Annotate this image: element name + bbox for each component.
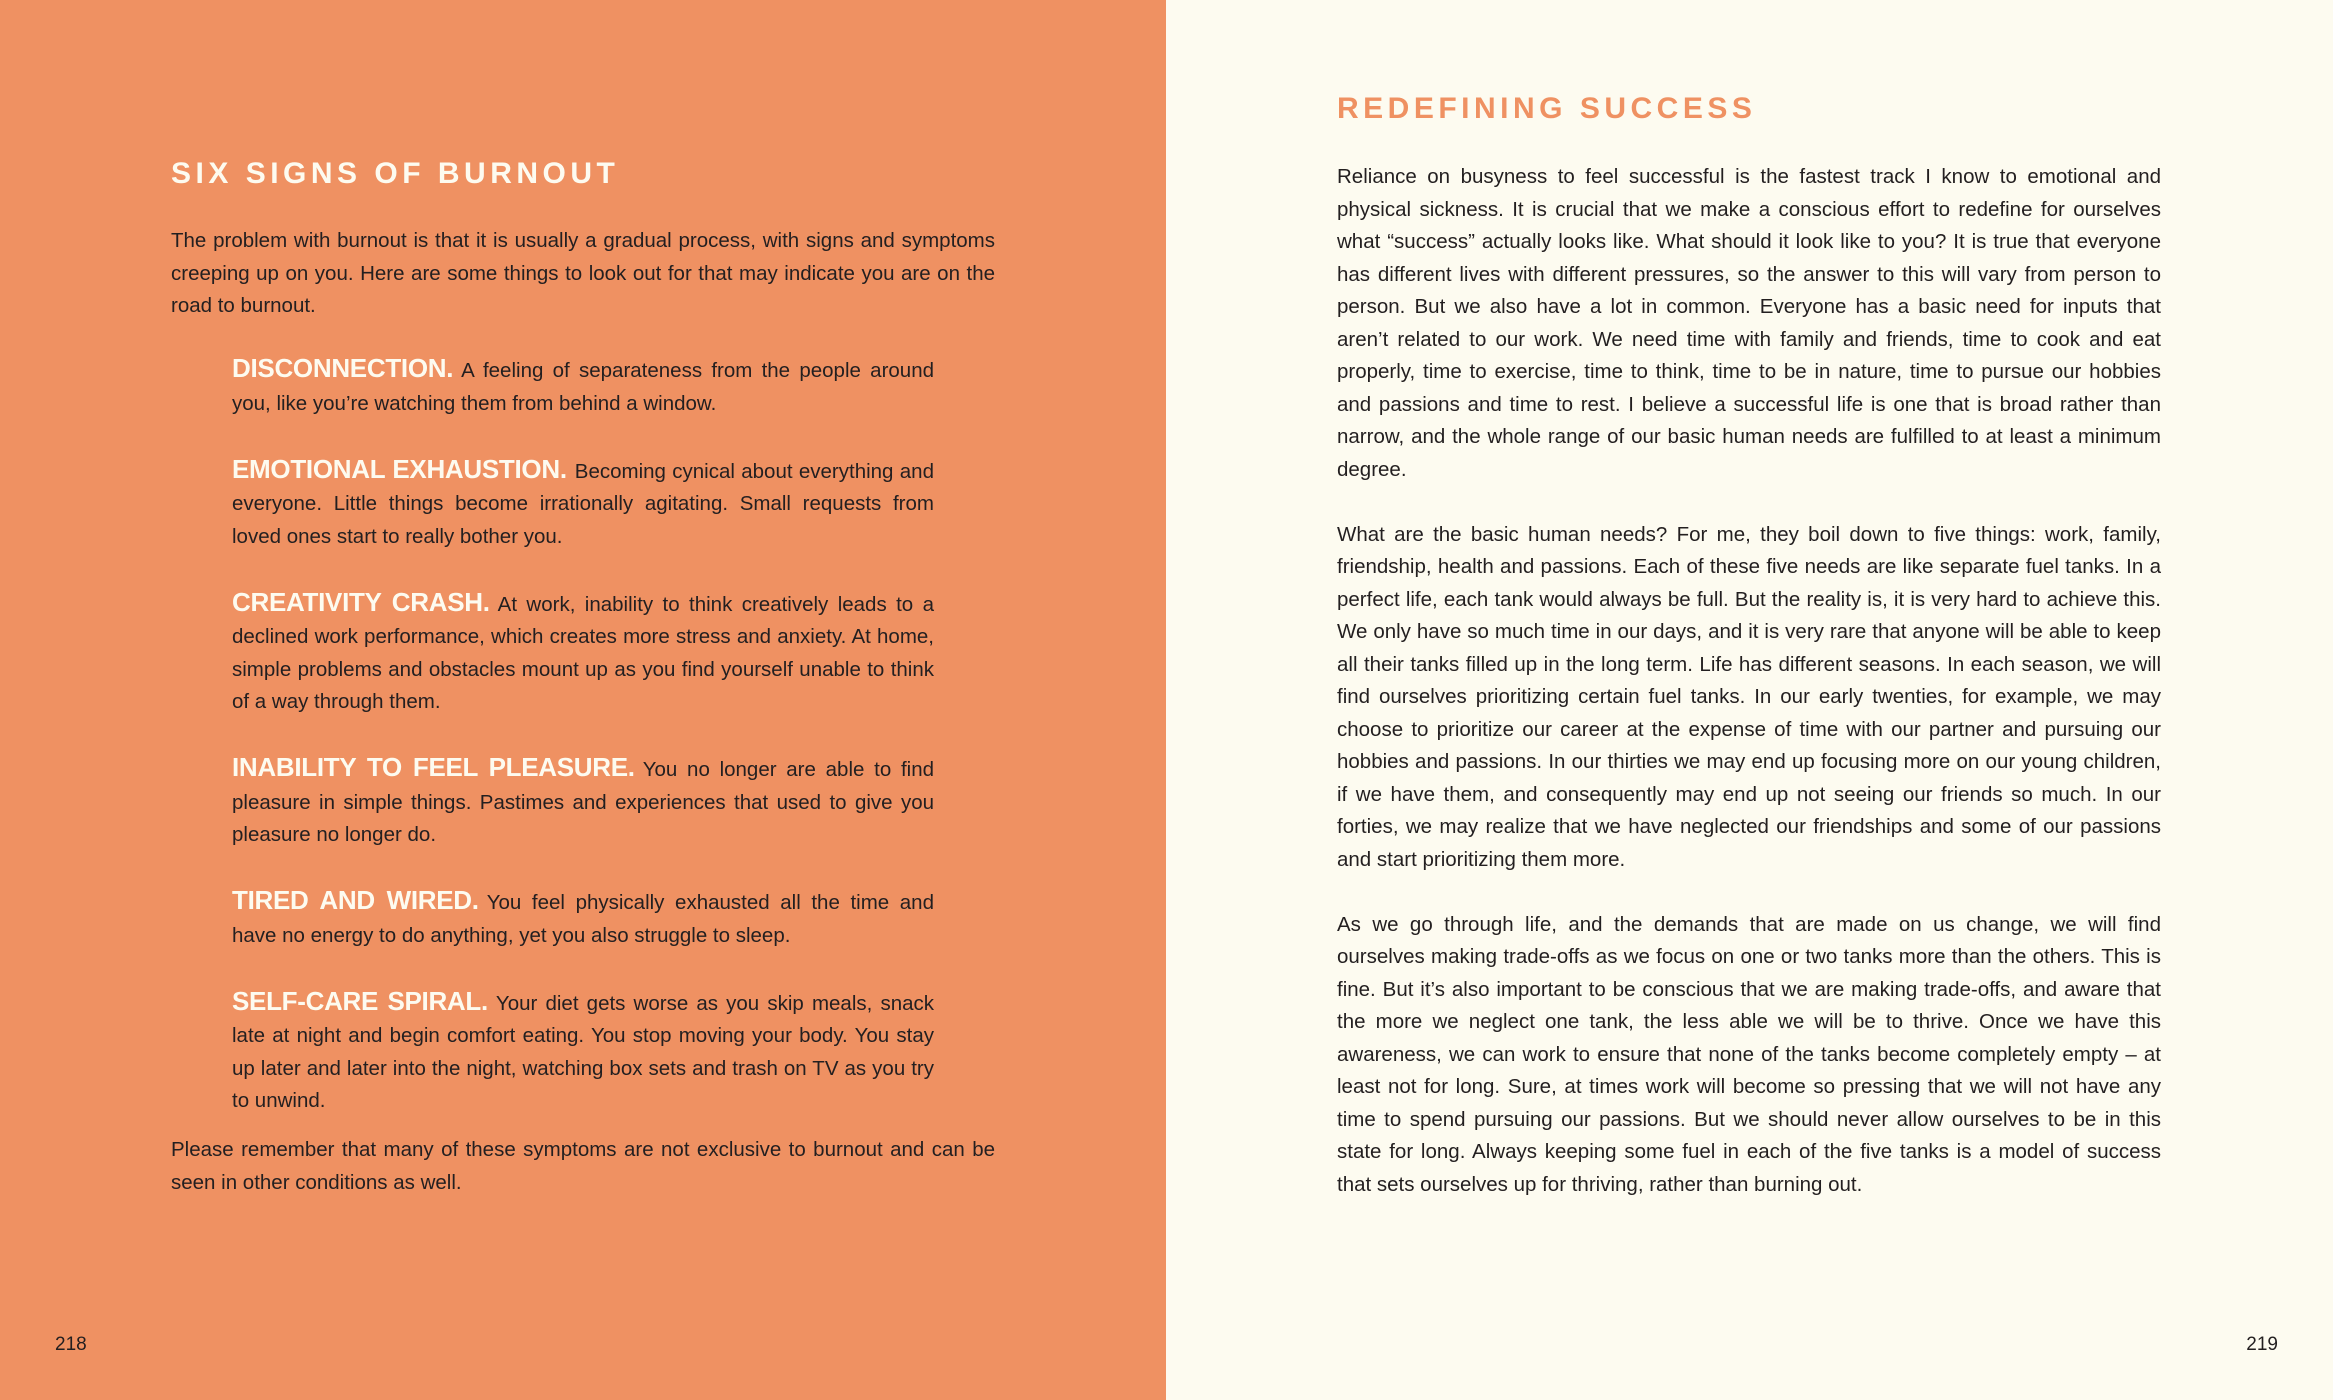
body-paragraph: Reliance on busyness to feel successful is the fastest track I know to emotional and physical sickness. It is crucial that we make a conscious effort to redefine for ourselves what “success” actually looks like. What should it look like to you? It is true that everyone has different lives with different pressures, so the answer to this will vary from person to person. But we also have a lot in common. Everyone has a basic need for inputs that aren’t related to our work. We need time with family and friends, time to cook and eat properly, time to exercise, time to think, time to be in nature, time to pursue our hobbies and passions and time to rest. I believe a successful life is one that is broad rather than narrow, and the whole range of our basic human needs are fulfilled to at least a minimum degree. bbox=[1337, 165, 2161, 481]
body-paragraph: As we go through life, and the demands that are made on us change, we will find ourselves making trade-offs as we focus on one or two tanks more than the others. This is fine. But it’s also important to be conscious that we are making trade-offs, and aware that the more we neglect one tank, the less able we will be to thrive. Once we have this awareness, we can work to ensure that none of the tanks become completely empty – at least not for long. Sure, at times work will become so pressing that we will not have any time to spend pursuing our passions. But we should never allow ourselves to be in this state for long. Always keeping some fuel in each of the five tanks is a model of success that sets ourselves up for thriving, rather than burning out. bbox=[1337, 912, 2161, 1196]
sign-title: EMOTIONAL EXHAUSTION. bbox=[232, 453, 567, 484]
sign-title: SELF-CARE SPIRAL. bbox=[232, 985, 488, 1016]
page-number-right: 219 bbox=[2246, 1334, 2278, 1355]
page-number-left: 218 bbox=[55, 1334, 87, 1355]
sign-title: CREATIVITY CRASH. bbox=[232, 586, 490, 617]
closing-paragraph: Please remember that many of these symptoms are not exclusive to burnout and can be seen in other conditions as well. bbox=[171, 1138, 995, 1194]
sign-text: A feeling of separateness from the people around you, like you’re watching them from behind a window. bbox=[232, 359, 934, 415]
sign-item-tired-and-wired bbox=[232, 884, 934, 952]
sign-text: You feel physically exhausted all the time and have no energy to do anything, yet you also struggle to sleep. bbox=[232, 891, 934, 947]
sign-item-disconnection bbox=[232, 352, 934, 420]
sign-title: DISCONNECTION. bbox=[232, 353, 454, 383]
right-page bbox=[1166, 0, 2333, 1400]
body-paragraph: What are the basic human needs? For me, they boil down to five things: work, family, friendship, health and passions. Each of these five needs are like separate fuel tanks. In a perfect life, each tank would always be full. But the reality is, it is very hard to achieve this. We only have so much time in our days, and it is very rare that anyone will be able to keep all their tanks filled up in the long term. Life has different seasons. In each season, we will find ourselves prioritizing certain fuel tanks. In our early twenties, for example, we may choose to prioritize our career at the expense of time with our partner and pursuing our hobbies and passions. In our thirties we may end up focusing more on our young children, if we have them, and consequently may end up not seeing our friends so much. In our forties, we may realize that we have neglected our friendships and some of our passions and start prioritizing them more. bbox=[1337, 522, 2161, 871]
sign-text: At work, inability to think creatively leads to a declined work performance, which creates more stress and anxiety. At home, simple problems and obstacles mount up as you find yourself unable to think of a way through them. bbox=[232, 592, 934, 713]
sign-title: TIRED AND WIRED. bbox=[232, 885, 479, 915]
sign-item-inability-to-feel-pleasure bbox=[232, 751, 934, 852]
sign-text: Your diet gets worse as you skip meals, snack late at night and begin comfort eating. You stop moving your body. You stay up later and later into the night, watching box sets and trash on TV as you try to unwind. bbox=[232, 991, 935, 1112]
sign-item-creativity-crash bbox=[232, 586, 934, 719]
sign-title: INABILITY TO FEEL PLEASURE. bbox=[232, 752, 635, 782]
sign-item-emotional-exhaustion bbox=[232, 453, 934, 554]
sign-item-self-care-spiral bbox=[232, 985, 934, 1118]
sign-text: Becoming cynical about everything and everyone. Little things become irrationally agitating. Small requests from loved ones start to really bother you. bbox=[232, 459, 934, 548]
section-heading: REDEFINING SUCCESS bbox=[1337, 92, 1757, 125]
sign-text: You no longer are able to find pleasure in simple things. Pastimes and experiences that used to give you pleasure no longer do. bbox=[232, 758, 934, 846]
burnout-signs-list bbox=[232, 352, 934, 1150]
section-heading: SIX SIGNS OF BURNOUT bbox=[171, 157, 620, 190]
left-page bbox=[0, 0, 1166, 1400]
intro-paragraph: The problem with burnout is that it is usually a gradual process, with signs and symptoms creeping up on you. Here are some things to look out for that may indicate you are on the road to burnout. bbox=[171, 229, 995, 317]
body-text bbox=[1337, 161, 2161, 1234]
